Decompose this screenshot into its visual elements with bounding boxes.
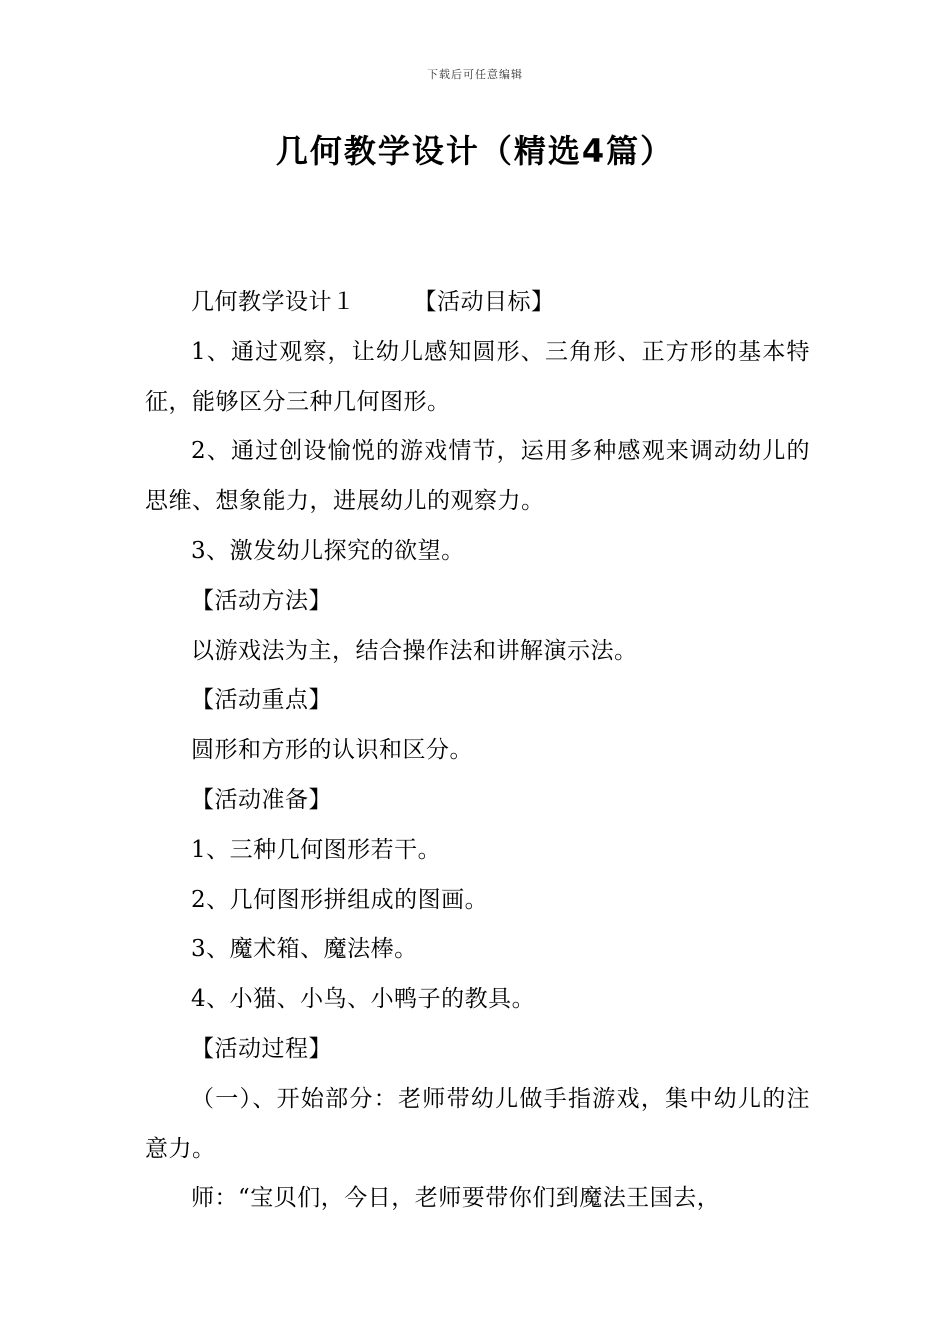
heading-focus: 【活动重点】 [191, 687, 332, 714]
goal-heading: 【活动目标】 [413, 289, 555, 315]
paragraph-goal-1: 1、通过观察，让幼儿感知圆形、三角形、正方形的基本特征，能够区分三种几何图形。 [145, 338, 810, 415]
paragraph-goal-2: 2、通过创设愉悦的游戏情节，运用多种感观来调动幼儿的思维、想象能力，进展幼儿的观察力。 [145, 438, 810, 515]
heading-method: 【活动方法】 [191, 587, 332, 614]
section-label: 几何教学设计１ [191, 289, 356, 315]
paragraph-process-2: 师：“宝贝们，今日，老师要带你们到魔法王国去， [191, 1185, 721, 1212]
paragraph-process-1: （一）、开始部分：老师带幼儿做手指游戏，集中幼儿的注意力。 [145, 1085, 810, 1162]
paragraph-method: 以游戏法为主，结合操作法和讲解演示法。 [191, 637, 638, 664]
paragraph-prep-4: 4、小猫、小鸟、小鸭子的教具。 [191, 986, 536, 1013]
heading-process: 【活动过程】 [191, 1035, 332, 1062]
paragraph-prep-1: 1、三种几何图形若干。 [191, 836, 442, 863]
paragraph-focus: 圆形和方形的认识和区分。 [191, 737, 473, 764]
paragraph-prep-3: 3、魔术箱、魔法棒。 [191, 936, 418, 963]
paragraph-goal-3: 3、激发幼儿探究的欲望。 [191, 537, 465, 564]
heading-preparation: 【活动准备】 [191, 786, 332, 813]
document-body [145, 278, 810, 1224]
header-note: 下载后可任意编辑 [427, 68, 523, 81]
paragraph-prep-2: 2、几何图形拼组成的图画。 [191, 886, 489, 913]
first-line [145, 278, 810, 328]
document-title: 几何教学设计（精选4篇） [275, 132, 675, 170]
